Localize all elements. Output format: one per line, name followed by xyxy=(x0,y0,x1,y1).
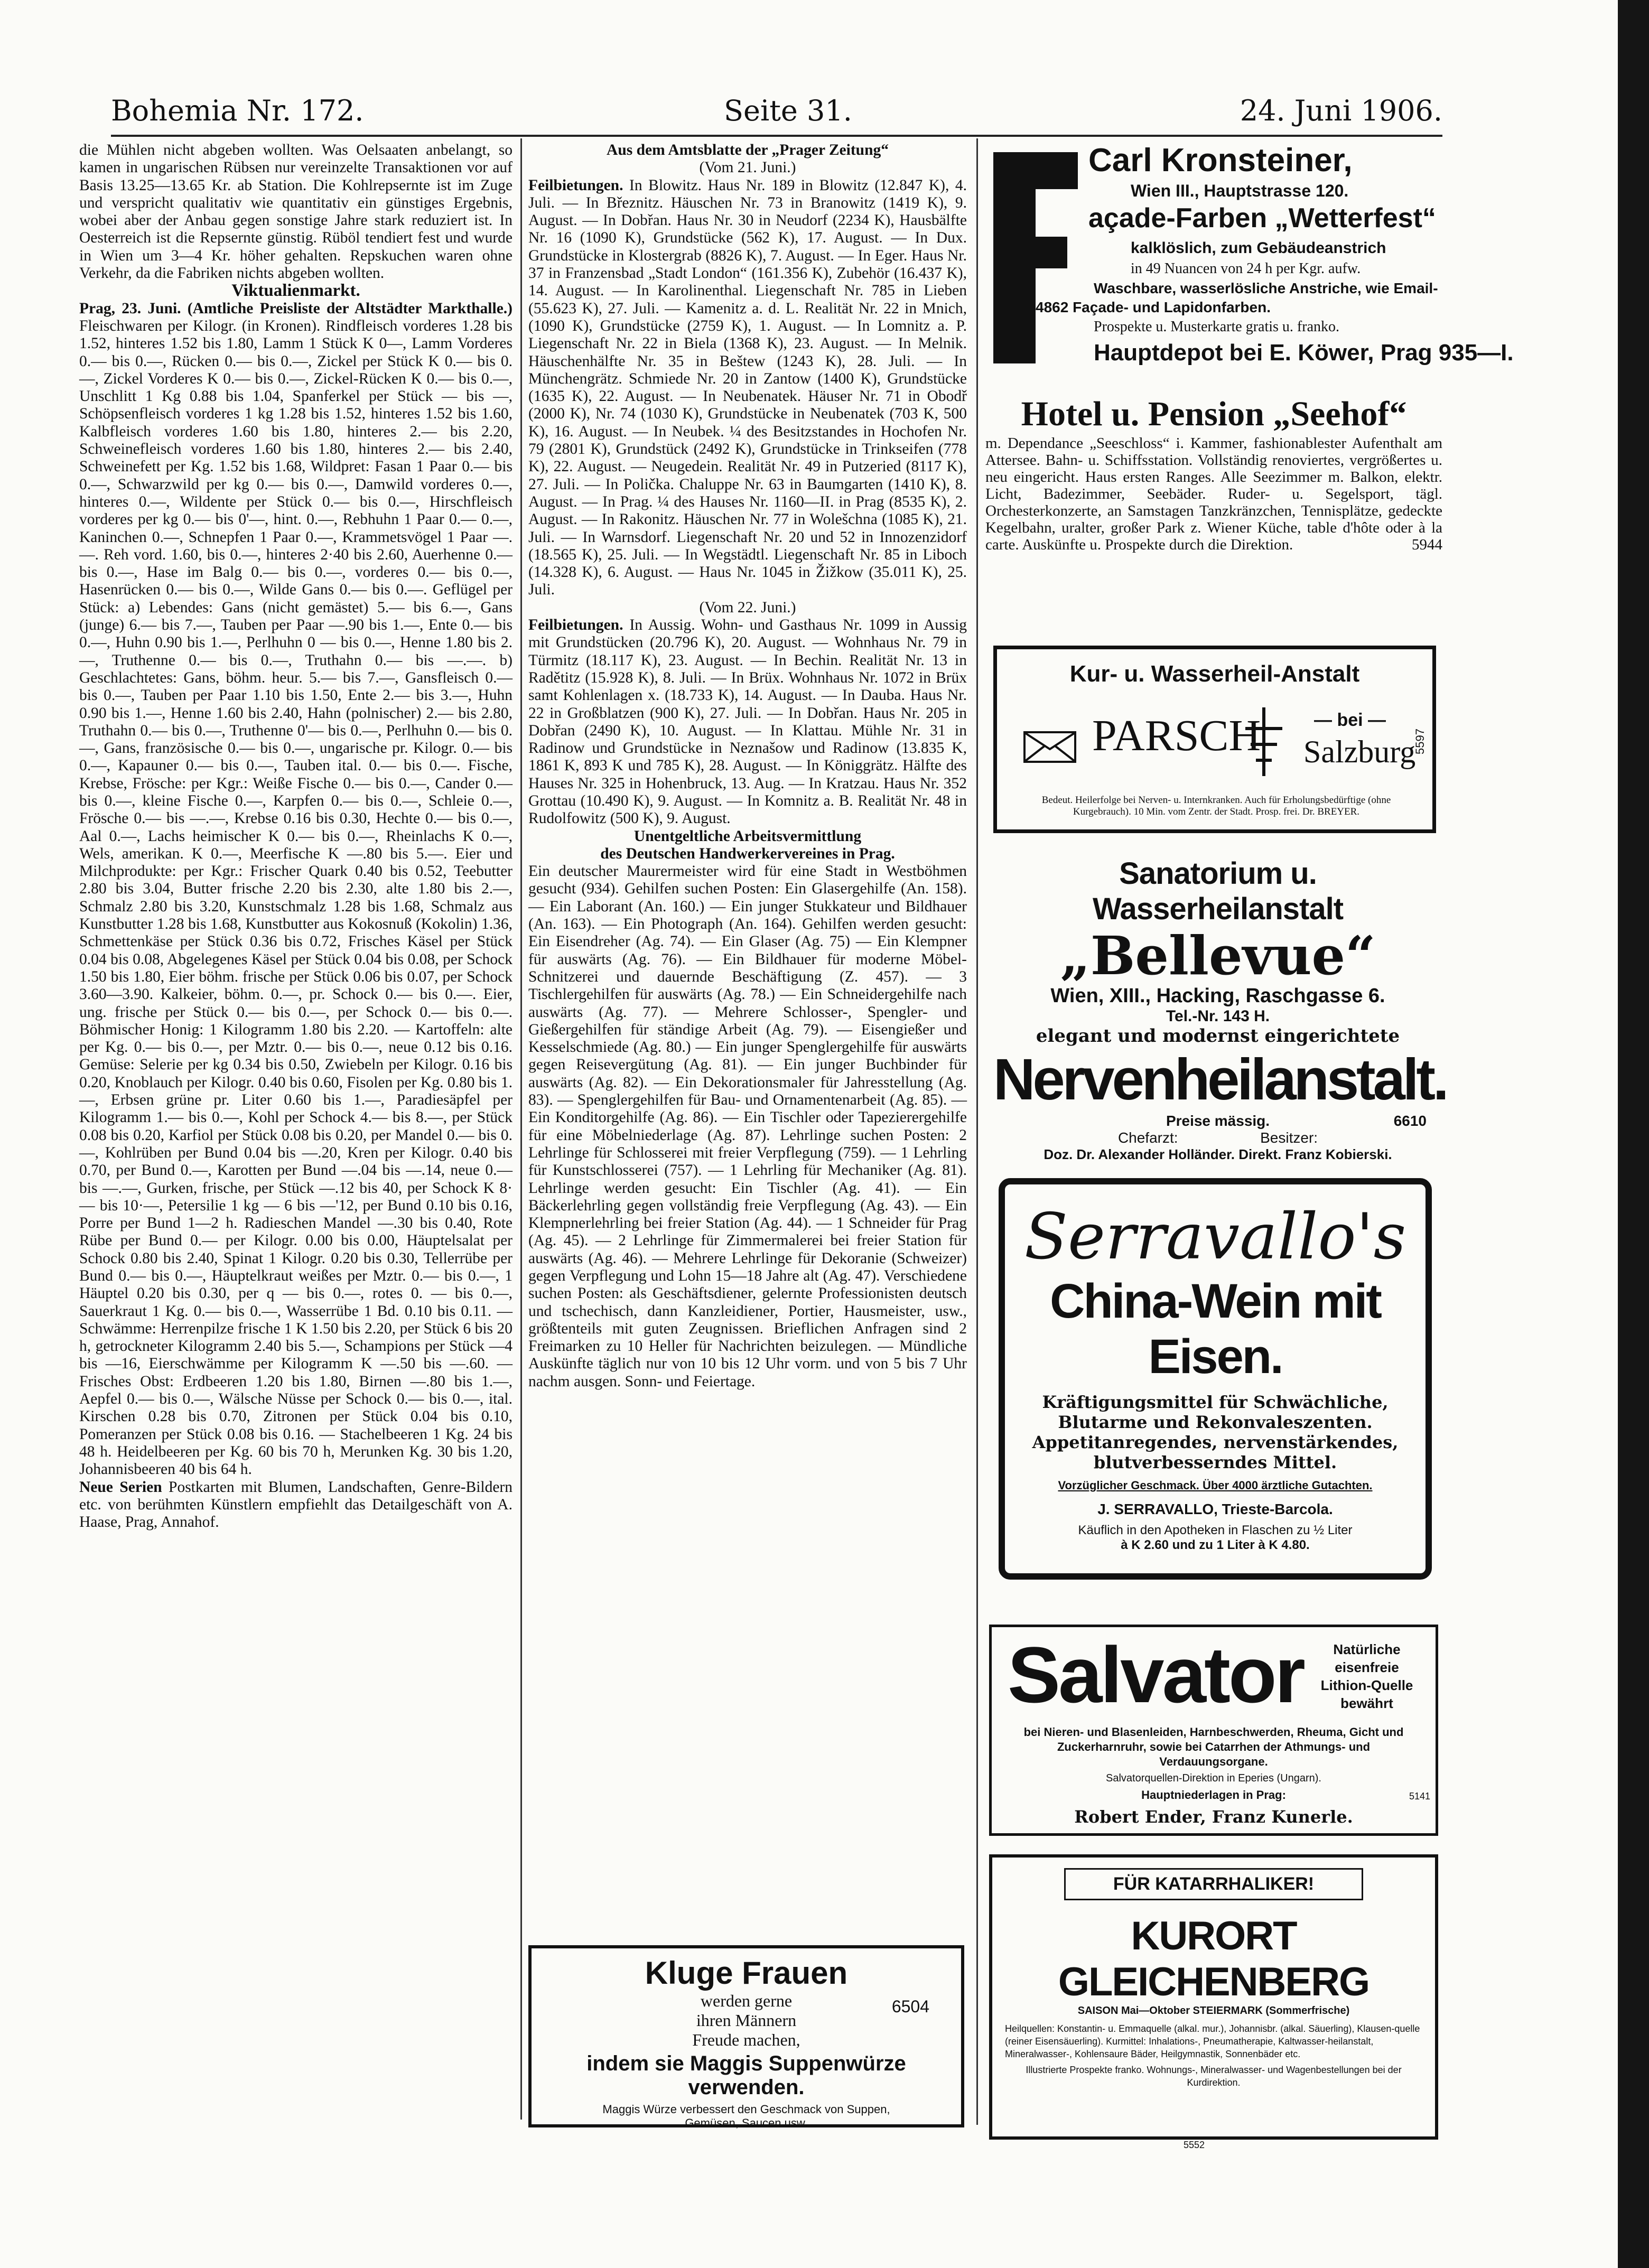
initial-f-icon xyxy=(993,152,1078,363)
serravallo-ad xyxy=(999,1178,1432,1580)
auction-list xyxy=(528,617,967,828)
column-rule xyxy=(976,138,978,2125)
date-note: (Vom 21. Juni.) xyxy=(699,159,796,176)
grain-report: die Mühlen nicht abgeben wollten. Was Oelsaaten anbelangt, so kamen in ungarischen Rübsen nur vereinzelte Transaktionen vor auf Basis 13.25—13.65 Kr. ab Station. Die Kohlrepsernte ist im Zuge und verspricht qualitativ wie quantitativ ein günstiges Ergebnis, wobei aber der Anbau gegen sonstige Jahre stark reduziert ist. In Oesterreich ist die Repsernte günstig. Rüböl tendiert fest und wurde in Wien um 3—4 Kr. höher gehalten. Repskuchen waren ohne Verkehr, da die Fabriken nichts abgeben wollten. xyxy=(79,142,513,282)
ad-line: blutverbesserndes Mittel. xyxy=(1093,1452,1337,1472)
ad-number: 5597 xyxy=(1413,729,1427,754)
ad-text: m. Dependance „Seeschloss“ i. Kammer, fashionablester Aufenthalt am Attersee. Bahn- u. Schiffsstation. Vollständig renoviertes, vergrößertes u. neu eingericht. Haus ersten Ranges. Alle Seezimmer m. Balkon, elektr. Licht, Badezimmer, Seebäder. Ruder- u. Segelsport, tägl. Orchesterkonzerte, an Samstagen Tanzkränzchen, Tennisplätze, gedeckte Kegelbahn, uralter, großer Park z. Wiener Küche, table d'hôte oder à la carte. Auskünfte u. Prospekte durch die Direktion. 5944 xyxy=(985,435,1442,553)
market-heading: Prag, 23. Juni. (Amtliche Preisliste der Altstädter Markthalle.) xyxy=(79,300,513,317)
ad-title: Kur- u. Wasserheil-Anstalt xyxy=(1069,661,1360,687)
ad-title: Carl Kronsteiner, xyxy=(1088,142,1353,179)
ad-line: Natürliche eisenfreie Lithion-Quelle bewährt xyxy=(1320,1641,1413,1711)
ad-line: ihren Männern xyxy=(696,2011,797,2030)
ad-parsch: PARSCH xyxy=(1092,711,1261,760)
ad-line: Robert Ender, Franz Kunerle. xyxy=(1074,1807,1353,1827)
ad-line: Preise mässig. 6610 xyxy=(1166,1113,1427,1129)
ad-small: Bedeut. Heilerfolge bei Nerven- u. Internkranken. Auch für Erholungsbedürftige (ohne Kurgebrauch). 10 Min. vom Zentr. der Stadt. Prosp. frei. Dr. BREYER. xyxy=(1041,795,1391,817)
ad-name: „Bellevue“ xyxy=(1060,925,1376,987)
ad-line: 4862 Façade- und Lapidonfarben. xyxy=(1036,299,1271,315)
issue-date: 24. Juni 1906. xyxy=(1240,94,1442,127)
date-note: (Vom 22. Juni.) xyxy=(699,599,796,616)
ad-address: Wien III., Hauptstrasse 120. xyxy=(1131,181,1349,200)
scan-edge xyxy=(1618,0,1649,2268)
ad-line: werden gerne xyxy=(700,1991,793,2010)
auction-heading: Feilbietungen. xyxy=(528,617,623,634)
ad-title: KURORT GLEICHENBERG xyxy=(1058,1914,1369,2004)
cross-symbol-icon xyxy=(1240,707,1288,779)
ad-title: Hotel u. Pension „Seehof“ xyxy=(1021,395,1407,433)
ad-line: Waschbare, wasserlösliche Anstriche, wie Email- xyxy=(1094,280,1438,296)
section-heading: Aus dem Amtsblatte der „Prager Zeitung“ xyxy=(607,142,889,158)
ad-line: Kräftigungsmittel für Schwächliche, xyxy=(1042,1392,1389,1412)
auction-list xyxy=(528,177,967,599)
ad-line: J. SERRAVALLO, Trieste-Barcola. xyxy=(1097,1501,1333,1517)
ad-small: à K 2.60 und zu 1 Liter à K 4.80. xyxy=(1121,1538,1310,1552)
publication-name: Bohemia Nr. 172. xyxy=(111,94,364,127)
seehof-ad xyxy=(985,394,1442,553)
ad-line: elegant und modernst eingerichtete xyxy=(1036,1025,1400,1047)
ad-number: 5141 xyxy=(1409,1791,1430,1802)
ad-line: Blutarme und Rekonvaleszenten. xyxy=(1058,1412,1373,1432)
salvator-ad xyxy=(989,1625,1438,1836)
ad-line: Prospekte u. Musterkarte gratis u. franko. xyxy=(1094,319,1339,335)
ad-line: indem sie Maggis Suppenwürze verwenden. xyxy=(586,2052,906,2099)
ad-title: Kluge Frauen xyxy=(645,1955,848,1991)
postcard-heading: Neue Serien xyxy=(79,1478,162,1496)
ad-line: — bei — xyxy=(1314,710,1386,730)
postcard-text: Postkarten mit Blumen, Landschaften, Genre-Bildern etc. von berühmten Künstlern empfiehlt das Detailgeschäft von A. Haase, Prag, Annahof. xyxy=(79,1478,513,1531)
gleichenberg-ad xyxy=(989,1854,1438,2140)
ad-banner: FÜR KATARRHALIKER! xyxy=(1064,1868,1363,1900)
ad-phone: Tel.-Nr. 143 H. xyxy=(1166,1007,1270,1025)
kronsteiner-ad xyxy=(993,142,1514,395)
ad-line: Hauptniederlagen in Prag: xyxy=(1141,1788,1286,1802)
ad-line: Doz. Dr. Alexander Holländer. Direkt. Franz Kobierski. xyxy=(1044,1146,1392,1162)
column-market xyxy=(79,142,513,1531)
ad-line: SAISON Mai—Oktober STEIERMARK (Sommerfrische) xyxy=(1077,2005,1350,2017)
ad-small: Maggis Würze verbessert den Geschmack von Suppen, xyxy=(602,2103,890,2116)
section-subheading: des Deutschen Handwerkervereines in Prag. xyxy=(600,845,895,862)
section-heading: Viktualienmarkt. xyxy=(231,281,360,301)
ad-text: Illustrierte Prospekte franko. Wohnungs-, Mineralwasser- und Wagenbestellungen bei der Kurdirektion. xyxy=(1026,2065,1402,2088)
ad-line: Freude machen, xyxy=(692,2030,800,2049)
auction-text: In Blowitz. Haus Nr. 189 in Blowitz (12.847 K), 4. Juli. — In Březnitz. Häuschen Nr. 73 in Branowitz (1419 K), 9. August. — In Dobřan. Haus Nr. 30 in Neudorf (2234 K), Hausbälfte Nr. 16 (1090 K), Grundstücke (562 K), 17. August. — In Dux. Grundstücke in Klostergrab (8826 K), 7. August. — In Eger. Haus Nr. 37 in Franzensbad „Stadt London“ (161.356 K), Zubehör (16.437 K), 14. August. — In Karolinenthal. Liegenschaft Nr. 785 in Lieben (55.623 K), 27. Juli. — Kamenitz a. d. L. Realität Nr. 22 in Mnich, (1090 K), Grundstücke (2759 K), 1. August. — In Lomnitz a. P. Liegenschaft Nr. 22 in Biela (1368 K), 23. August. — In Melnik. Häuschenhälfte Nr. 35 in Beštew (1243 K), 28. Juli. — In Münchengrätz. Schmiede Nr. 20 in Zantow (1400 K), Grundstücke (1635 K), 22. August. — In Neubenatek. Häuser Nr. 71 in Obodř (2000 K), Nr. 74 (1030 K), Grundstücke in Neubenatek (703 K, 500 K), 16. August. — In Neubek. ¼ des Besitzstandes in Hochofen Nr. 79 (2801 K), Grundstück (2492 K), Grundstücke in Trinkseifen (778 K), 22. August. — Neugedein. Realität Nr. 49 in Putzeried (8117 K), 27. Juli. — In Polička. Chaluppe Nr. 63 in Baumgarten (1410 K), 8. August. — In Prag. ¼ des Hauses Nr. 1160—II. in Prag (8535 K), 2. August. — In Rakonitz. Häuschen Nr. 77 in Wolešchna (1085 K), 21. Juli. — In Warnsdorf. Liegenschaft Nr. 20 und 52 in Innozenzidorf (18.565 K), 25. Juli. — In Wegstädtl. Liegenschaft Nr. 85 in Liboch (14.328 K), 6. August. — Haus Nr. 1045 in Žižkow (35.011 K), 25. Juli. xyxy=(528,176,967,599)
ad-line: açade-Farben „Wetterfest“ xyxy=(1088,203,1436,234)
ad-line: in 49 Nuancen von 24 h per Kgr. aufw. xyxy=(1131,260,1361,277)
ad-text: bei Nieren- und Blasenleiden, Harnbeschwerden, Rheuma, Gicht und Zuckerharnruhr, sowie bei Catarrhen der Athmungs- und Verdauungsorgane. xyxy=(1023,1725,1404,1768)
ad-line: Appetitanregendes, nervenstärkendes, xyxy=(1032,1432,1399,1452)
job-listings: Ein deutscher Maurermeister wird für eine Stadt in Westböhmen gesucht (934). Gehilfen suchen Posten: Ein Glasergehilfe (An. 158). — Ein Laborant (An. 160.) — Ein junger Stukkateur und Bildhauer (An. 163). — Ein Photograph (An. 164). Gehilfen werden gesucht: Ein Eisendreher (Ag. 74). — Ein Glaser (Ag. 75) — Ein Klempner für auswärts (Ag. 76). — Ein Bildhauer für moderne Möbel-Schnitzerei und dauernde Beschäftigung (Z. 457). — 3 Tischlergehilfen für auswärts (Ag. 78.) — Ein Schneidergehilfe nach auswärts (Ag. 77). — Mehrere Schlosser-, Spengler- und Gießergehilfen für ständige Arbeit (Ag. 79). — Eisengießer und Kesselschmiede (Ag. 80.) — Ein junger Spenglergehilfe für auswärts gegen Reisevergütung (Ag. 81). — Ein junger Buchbinder für auswärts (Ag. 82). — Ein Dekorationsmaler für Jahresstellung (Ag. 83). — Spenglergehilfen für Bau- und Ornamentenarbeit (Ag. 85). — Ein Konditorgehilfe (Ag. 86). — Ein Tischler oder Tapezierergehilfe für eine Möbelniederlage (Ag. 87). Lehrlinge suchen Posten: 2 Lehrlinge für Schlosserei mit freier Verpflegung (759). — 1 Lehrling für Kunstschlosserei (757). — 1 Lehrling für Mechaniker (Ag. 81). Lehrlinge werden gesucht: Ein Tischler (Ag. 41). — Ein Bäckerlehrling gegen vollständig freie Verpflegung (Ag. 43). — Ein Klempnerlehrling bei freier Station (Ag. 44). — 1 Schneider für Prag (Ag. 45). — 2 Lehrlinge für Zimmermalerei bei freier Station für auswärts (Ag. 46). — Mehrere Lehrlinge für Dekoranie (Schweizer) gegen Verpflegung und Lohn 15—18 Jahre alt (Ag. 47). Verschiedene suchen Posten: als Geschäftsdiener, gelernte Professionisten deutsch und tschechisch, dann Kanzleidiener, Portier, Hausmeister, usw., größtenteils mit guten Zeugnissen. Brieflichen Anfragen sind 2 Freimarken zu 10 Heller für Nachrichten beizulegen. — Mündliche Auskünfte täglich nur von 10 bis 12 Uhr vorm. und von 5 bis 7 Uhr nachm ausgen. Sonn- und Feiertage. xyxy=(528,863,967,1390)
ad-line: kalklöslich, zum Gebäudeanstrich xyxy=(1131,239,1386,257)
auction-heading: Feilbietungen. xyxy=(528,176,623,194)
ad-small: Gemüsen, Saucen usw. xyxy=(685,2116,808,2130)
parsch-spa-ad xyxy=(993,646,1436,833)
auction-text: In Aussig. Wohn- und Gasthaus Nr. 1099 in Aussig mit Grundstücken (20.796 K), 20. August. — Wohnhaus Nr. 79 in Türmitz (18.117 K), 23. August. — In Bechin. Realität Nr. 13 in Radětitz (15.928 K), 8. Juli. — In Brüx. Wohnhaus Nr. 1072 in Brüx samt Kohlenlagen x. (18.733 K), 14. August. — In Dauba. Haus Nr. 22 in Großblatzen (900 K), 27. Juli. — In Dobřan. Haus Nr. 205 in Dobřan (2490 K), 10. August. — In Klattau. Mühle Nr. 31 in Radinow und Grundstücke in Neznašow und Radinow (13.835 K, 1861 K, 893 K und 785 K), 28. August. — In Königgrätz. Hälfte des Hauses Nr. 325 in Hohenbruck, 13. Aug. — In Kratzau. Haus Nr. 352 Grottau (10.490 K), 9. August. — In Komnitz a. B. Realität Nr. 48 in Rudolfowitz (500 K), 9. August. xyxy=(528,617,967,827)
ad-title: Serravallo's xyxy=(1024,1200,1406,1274)
ad-number: 5944 xyxy=(1412,536,1442,553)
ad-line: Hauptdepot bei E. Köwer, Prag 935—I. xyxy=(1094,340,1514,366)
ad-address: Wien, XIII., Hacking, Raschgasse 6. xyxy=(1050,985,1385,1007)
ad-headline: China-Wein mit Eisen. xyxy=(1050,1274,1381,1384)
page-number: Seite 31. xyxy=(724,94,852,127)
maggi-ad xyxy=(528,1945,964,2130)
ad-line: Salzburg xyxy=(1303,734,1416,769)
page-header xyxy=(111,89,1442,131)
bellevue-ad xyxy=(993,856,1447,1163)
ad-small: Vorzüglicher Geschmack. Über 4000 ärztliche Gutachten. xyxy=(1058,1479,1373,1492)
ad-number: 5552 xyxy=(1184,2140,1205,2150)
ad-headline: Nervenheilanstalt. xyxy=(993,1047,1447,1112)
market-report xyxy=(79,300,513,1479)
postcard-ad xyxy=(79,1479,513,1532)
ad-number: 6504 xyxy=(891,1997,929,2016)
ad-small: Käuflich in den Apotheken in Flaschen zu ½ Liter xyxy=(1078,1523,1353,1537)
header-rule xyxy=(111,135,1442,137)
market-prices: Fleischwaren per Kilogr. (in Kronen). Rindfleisch vorderes 1.28 bis 1.52, hinteres 1.52 bis 1.80, Lamm 1 Stück K 0—, Lamm Vorderes 0.— bis 0.—, Rücken 0.— bis 0.—, Zickel per Stück K 0.— bis 0.—, Zickel Vorderes K 0.— bis 0.—, Zickel-Rücken K 0.— bis 0.—, Unschlitt 1 Kg 0.88 bis 1.04, Spanferkel per Stück — bis —, Schöpsenfleisch vorderes 1 kg 1.28 bis 1.52, hinteres 1.52 bis 1.60, Kalbfleisch vorderes 1.60 bis 1.80, hinteres 2.— bis 2.20, Schweinefleisch vorderes 1.60 bis 1.80, hinteres 2.— bis 2.40, Schweinefett per Kg. 1.52 bis 1.68, Wildpret: Fasan 1 Paar 0.— bis 0.—, Schwarzwild per kg 0.— bis 0.—, Damwild vorderes 0.—, hinteres 0.—, Wildente per Stück 0.— bis 0.—, Hirschfleisch vorderes per kg 0.— bis 0'—, hint. 0.—, Rebhuhn 1 Paar 0.— 0.—, Kaninchen 0.—, Schnepfen 1 Paar 0.—, Krammetsvögel 1 Paar —.—. Reh vord. 1.60, bis 0.—, hinteres 2·40 bis 2.60, Auerhenne 0.— bis 0.—, Hase im Balg 0.— bis 0.—, vorderes 0.— bis 0.—, Hasenrücken 0.— bis 0.—, Wilde Gans 0.— bis 0.—. Geflügel per Stück: a) Lebendes: Gans (nicht gemästet) 5.— bis 6.—, Gans (junge) 6.— bis 7.—, Tauben per Paar —.90 bis 1.—, Ente 0.— bis 0.—, Huhn 0.90 bis 1.—, Perlhuhn 0 — bis 0.—, Henne 1.80 bis 2.—, Truthenne 0.— bis 0.—, Truthahn 0.— bis —.—. b) Geschlachtetes: Gans, böhm. heur. 5.— bis 7.—, Gansfleisch 0.— bis 0.—, Tauben per Paar 1.10 bis 1.50, Ente 2.— bis 3.—, Huhn 0.90 bis 1.—, Henne 1.60 bis 2.40, Hahn (polnischer) 2.— bis 2.80, Truthahn 0.— bis 0.—, Truthenne 0'— bis 0.—, Perlhuhn 0.— bis 0.—, Gans, französische 0.— bis 0.—, ungarische pr. Kilogr. 0.— bis 0.—, Kapauner 0.— bis 0.—, Tauben ital. 0.— bis 0.—. Fische, Krebse, Frösche: per Kgr.: Weiße Fische 0.— bis 0.—, Cander 0.— bis 0.—, kleine Fische 0.—, Karpfen 0.— bis 0.—, Schleie 0.—, Frösche 0.— bis —.—, Krebse 0.16 bis 0.30, Hechte 0.— bis 0.—, Aal 0.—, Lachs heimischer K 0.— bis 0.—, Rheinlachs K 0.—, Wels, amerikan. K 0.—, Meerfische K —.80 bis 5.—. Eier und Milchprodukte: per Kgr.: Frischer Quark 0.40 bis 0.52, Teebutter 2.80 bis 3.04, Butter frische 2.20 bis 2.30, alte 1.80 bis 2.—, Schmalz 2.80 bis 3.20, Kunstschmalz 1.28 bis 1.68, Schmalz aus Kunstbutter 1.28 bis 1.68, Kunstbutter aus Kokosnuß (Kokolin) 1.36, Schmettenkäse per Stück 0.36 bis 0.72, Frisches Käsel per Stück 0.04 bis 0.08, Abgelegenes Käsel per Stück 0.04 bis 0.08, per Schock 1.50 bis 1.80, Eier böhm. frische per Stück 0.06 bis 0.07, per Schock 3.60—3.90. Kalkeier, böhm. 0.—, pr. Schock 0.— bis 0.—. Eier, ung. frische per Stück 0.— bis 0.—, per Schock 0.— bis 0.—. Böhmischer Honig: 1 Kilogramm 1.80 bis 2.20. — Kartoffeln: alte per Kg. 0.— bis 0.—, per Mztr. 0.— bis 0.—, neue 0.12 bis 0.16. Gemüse: Selerie per kg 0.34 bis 0.50, Zwiebeln per Kilogr. 0.16 bis 0.20, Knoblauch per Kilogr. 0.40 bis 0.60, Fisolen per Kg. 0.80 bis 1.—, Erbsen grüne pr. Liter 0.60 bis 1.—, Paradiesäpfel per Kilogramm 1.— bis 0.—, Kohl per Schock 4.— bis 8.—, per Stück 0.08 bis 0.20, Karfiol per Stück 0.08 bis 0.20, per Mandel 0.— bis 0.—, Kohlrüben per Bund 0.04 bis —.20, Kren per Kilogr. 0.40 bis 0.70, per Bund 0.—, Karotten per Bund —.04 bis —.14, neue 0.— bis —.—, Gurken, frische, per Stück —.12 bis 40, per Schock K 8·— bis 10·—, Petersilie 1 kg — 6 bis —'12, per Bund 0.10 bis 0.16, Porre per Bund 1—2 h. Radieschen Mandel —.30 bis 0.40, Rote Rübe per Bund 0.— per Kilogr. 0.00 bis 0.00, Häuptelsalat per Schock 0.80 bis 2.40, Spinat 1 Kilogr. 0.20 bis 0.30, Tellerrübe per Bund 0.— bis 0.—, Häuptelkraut weißes per Mztr. 0.— bis 0.—, 1 Häuptel 0.20 bis 0.30, per q — bis 0.—, rotes 0. — bis 0.—, Sauerkraut 1 Kg. 0.— bis 0.—, Wasserrübe 1 Bd. 0.10 bis 0.11. — Schwämme: Herrenpilze frische 1 K 1.50 bis 2.20, per Stück 6 bis 20 h, getrockneter Kilogramm 2.40 bis 5.—, Schampions per Stück —4 bis —16, Eierschwämme per Kilogramm K —.50 bis —.60. — Frisches Obst: Erdbeeren 1.20 bis 1.80, Birnen —.80 bis 1.—, Aepfel 0.— bis 0.—, Wälsche Nüsse per Schock 0.— bis 0.—, ital. Kirschen 0.28 bis 0.70, Zitronen per Stück 0.04 bis 0.10, Pomeranzen per Stück 0.08 bis 0.16. — Stachelbeeren 1 Kg. 24 bis 48 h. Heidelbeeren per Kg. 60 bis 70 h, Merunken Kg. 30 bis 1.20, Johannisbeeren 40 bis 64 h. xyxy=(79,317,513,1478)
ad-small: Salvatorquellen-Direktion in Eperies (Ungarn). xyxy=(1106,1772,1321,1784)
column-rule xyxy=(520,138,522,2120)
ad-title: Salvator xyxy=(1008,1630,1303,1719)
section-heading: Unentgeltliche Arbeitsvermittlung xyxy=(633,827,862,845)
ad-title: Sanatorium u. Wasserheilanstalt xyxy=(1092,856,1344,926)
ad-text: Heilquellen: Konstantin- u. Emmaquelle (alkal. mur.), Johannisbr. (alkal. Säuerling), Klausen-quelle (reiner Eisensäuerling). Kurmittel: Inhalations-, Pneumatherapie, Kaltwasser-heilanstalt, Mineralwasser-, Kohlensaure Bäder, Heilgymnastik, Sonnenbäder etc. xyxy=(1005,2023,1420,2059)
column-notices xyxy=(528,142,967,1390)
envelope-icon xyxy=(1023,731,1076,763)
ad-line: Chefarzt: Besitzer: xyxy=(1117,1130,1318,1146)
